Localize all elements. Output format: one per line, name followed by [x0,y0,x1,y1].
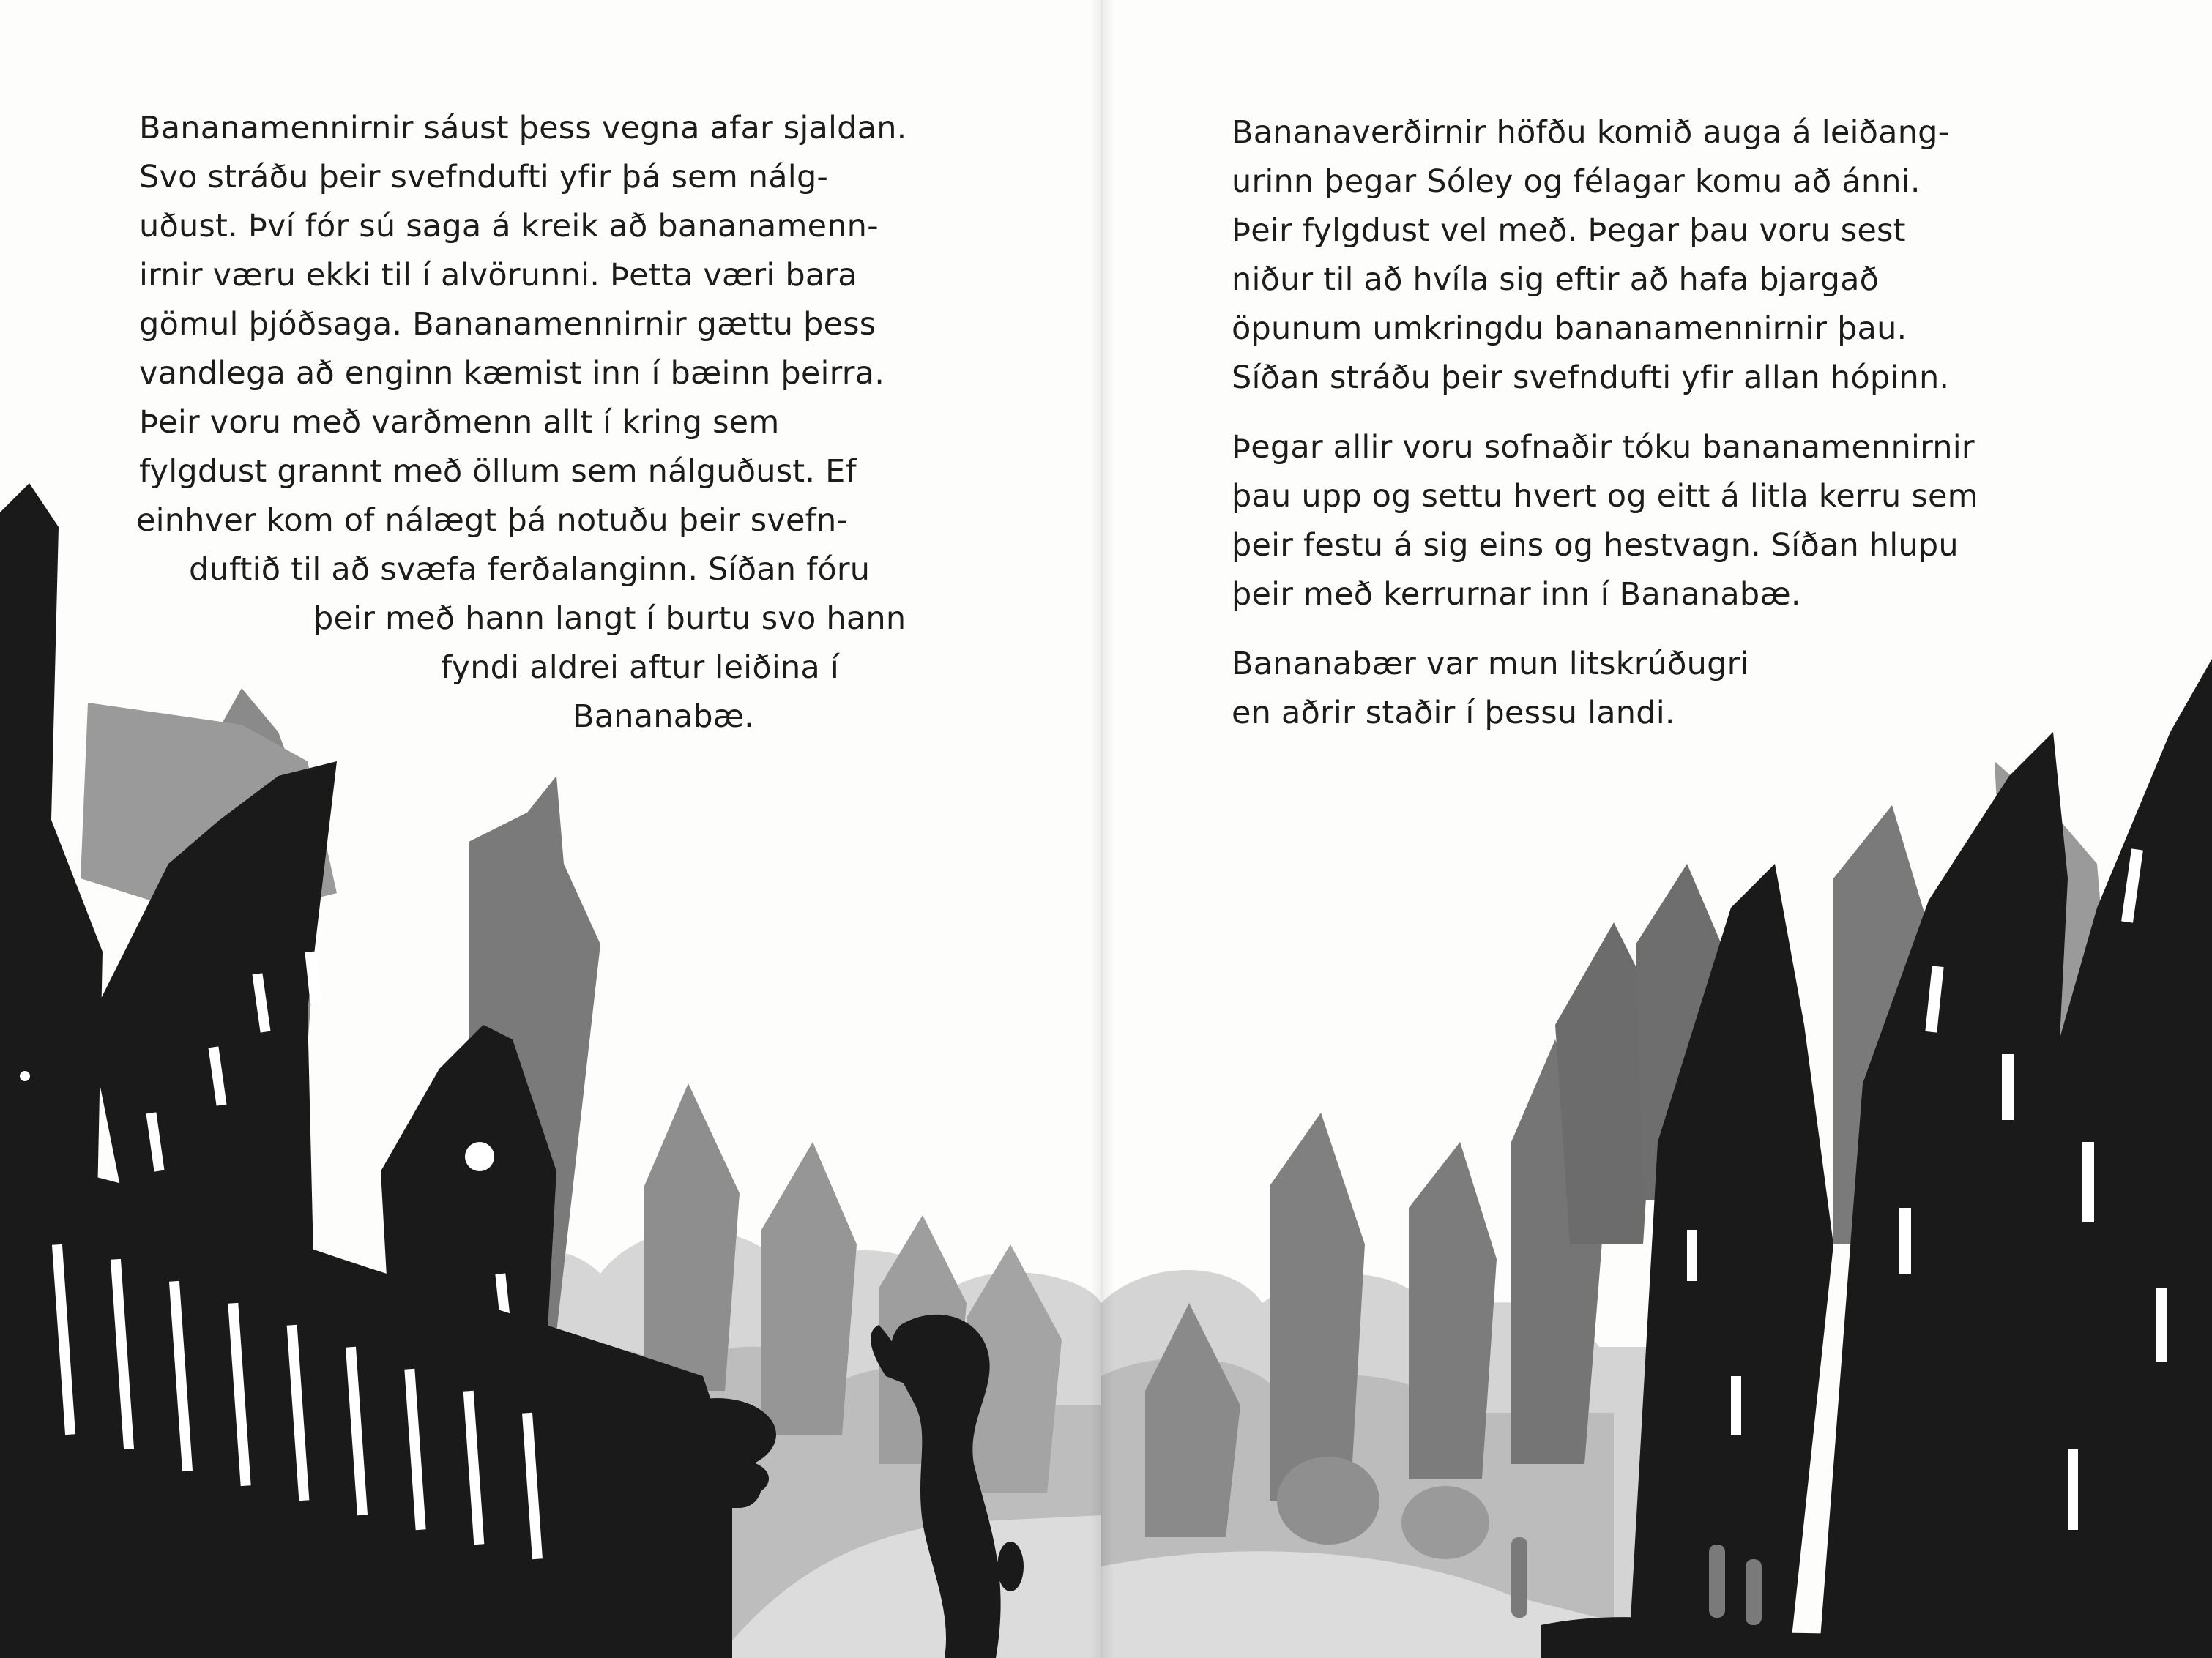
paragraph [1232,640,1978,738]
text-line: gömul þjóðsaga. Bananamennirnir gættu þess [139,306,876,343]
text-line: þeir með hann langt í burtu svo hann [313,600,906,637]
right-page-text [1232,108,1978,738]
text-line: þau upp og settu hvert og eitt á litla kerru sem [1232,478,1978,515]
text-line: fylgdust grannt með öllum sem nálguðust. Ef [139,453,857,490]
window [2068,1449,2078,1530]
banana-creature-crouching [659,1398,776,1508]
text-line: Bananabæ. [573,698,755,735]
tree [1401,1486,1489,1559]
window [2002,1054,2014,1120]
text-line: uðust. Því fór sú saga á kreik að bananamenn- [139,208,879,244]
spire-gray-3 [1409,1142,1497,1479]
text-line: Bananaverðirnir höfðu komið auga á leiðang- [1232,114,1950,151]
left-page [0,0,1101,1658]
text-line: en aðrir staðir í þessu landi. [1232,695,1675,731]
text-line: þeir með kerrurnar inn í Bananabæ. [1232,576,1801,613]
spire-gray-3 [644,1083,740,1391]
book-gutter [1090,0,1114,1658]
text-line: einhver kom of nálægt þá notuðu þeir svefn- [136,502,849,539]
left-page-text [136,104,907,742]
round-window [465,1142,494,1171]
right-page [1101,0,2212,1658]
text-line: Bananamennirnir sáust þess vegna afar sjaldan. [139,110,907,146]
window [1731,1376,1741,1435]
text-line: Þeir voru með varðmenn allt í kring sem [139,404,780,441]
text-line: duftið til að svæfa ferðalanginn. Síðan fóru [189,551,871,588]
window [2082,1142,2094,1222]
text-line: Þegar allir voru sofnaðir tóku bananamennirnir [1232,429,1975,466]
text-line: Þeir fylgdust vel með. Þegar þau voru sest [1232,212,1906,249]
window [1687,1230,1697,1281]
text-line: Svo stráðu þeir svefndufti yfir þá sem nálg- [139,159,829,195]
text-line: Síðan stráðu þeir svefndufti yfir allan hópinn. [1232,359,1950,396]
paragraph [1232,423,1978,619]
spire-gray-2 [1270,1113,1365,1501]
text-line: urinn þegar Sóley og félagar komu að ánni. [1232,163,1921,200]
text-line: öpunum umkringdu bananamennirnir þau. [1232,310,1907,347]
tree [1277,1457,1379,1545]
paragraph [1232,108,1978,403]
spire-gray-4 [761,1142,857,1435]
fence-base [0,1157,732,1658]
text-line: þeir festu á sig eins og hestvagn. Síðan hlupu [1232,527,1959,564]
text-line: fyndi aldrei aftur leiðina í [441,649,840,686]
window [1899,1208,1911,1274]
text-line: irnir væru ekki til í alvörunni. Þetta væri bara [139,257,857,294]
text-line: vandlega að enginn kæmist inn í bæinn þeirra. [139,355,885,392]
window [2156,1288,2167,1362]
text-line: niður til að hvíla sig eftir að hafa bjargað [1232,261,1880,298]
text-line: Bananabær var mun litskrúðugri [1232,646,1749,682]
